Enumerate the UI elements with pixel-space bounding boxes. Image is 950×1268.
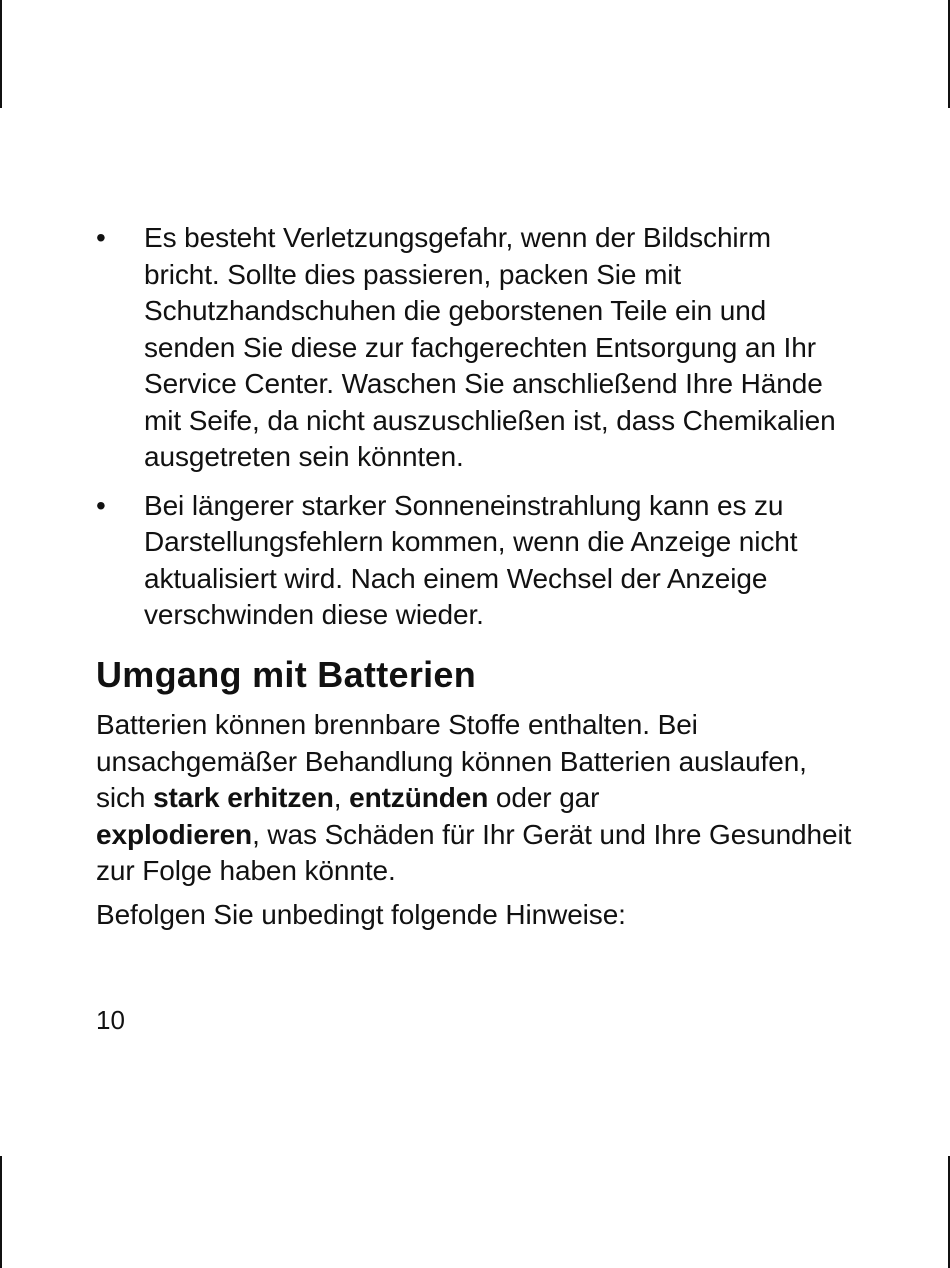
paragraph-text: , was Schäden für Ihr Gerät und Ihre Gesundheit zur Folge haben könnte.	[96, 818, 852, 886]
crop-mark-bottom-left	[0, 1156, 2, 1268]
emphasis-text: entzünden	[349, 782, 489, 813]
list-item	[96, 488, 846, 634]
instruction-paragraph: Befolgen Sie unbedingt folgende Hinweise:	[96, 899, 626, 930]
bullet-icon: •	[96, 489, 106, 521]
section-title: Umgang mit Batterien	[96, 654, 477, 695]
list-item	[96, 220, 846, 476]
safety-bullet-list	[96, 220, 846, 646]
paragraph-text: Batterien können brennbare Stoffe enthalten. Bei unsachgemäßer Behandlung können Batterien auslaufen, sich	[96, 709, 807, 813]
list-item-text: Es besteht Verletzungsgefahr, wenn der Bildschirm bricht. Sollte dies passieren, packen Sie mit Schutzhandschuhen die geborstenen Teile ein und senden Sie diese zur fachgerechten Entsorgung an Ihr Service Center. Waschen Sie anschließend Ihre Hände mit Seife, da nicht auszuschließen ist, dass Chemikalien ausgetreten sein könnten.	[144, 222, 836, 472]
bullet-icon: •	[96, 222, 106, 253]
paragraph-text: ,	[333, 782, 350, 813]
battery-warning-paragraph	[96, 707, 856, 890]
list-item-text: Bei längerer starker Sonneneinstrahlung kann es zu Darstellungsfehlern kommen, wenn die Anzeige nicht aktualisiert wird. Nach einem Wechsel der Anzeige verschwinden diese wieder.	[144, 489, 798, 630]
crop-mark-top-left	[0, 0, 2, 108]
page-number: 10	[96, 1005, 125, 1035]
emphasis-text: stark erhitzen	[153, 782, 334, 813]
emphasis-text: explodieren	[96, 818, 253, 850]
paragraph-text: oder gar	[488, 782, 600, 813]
